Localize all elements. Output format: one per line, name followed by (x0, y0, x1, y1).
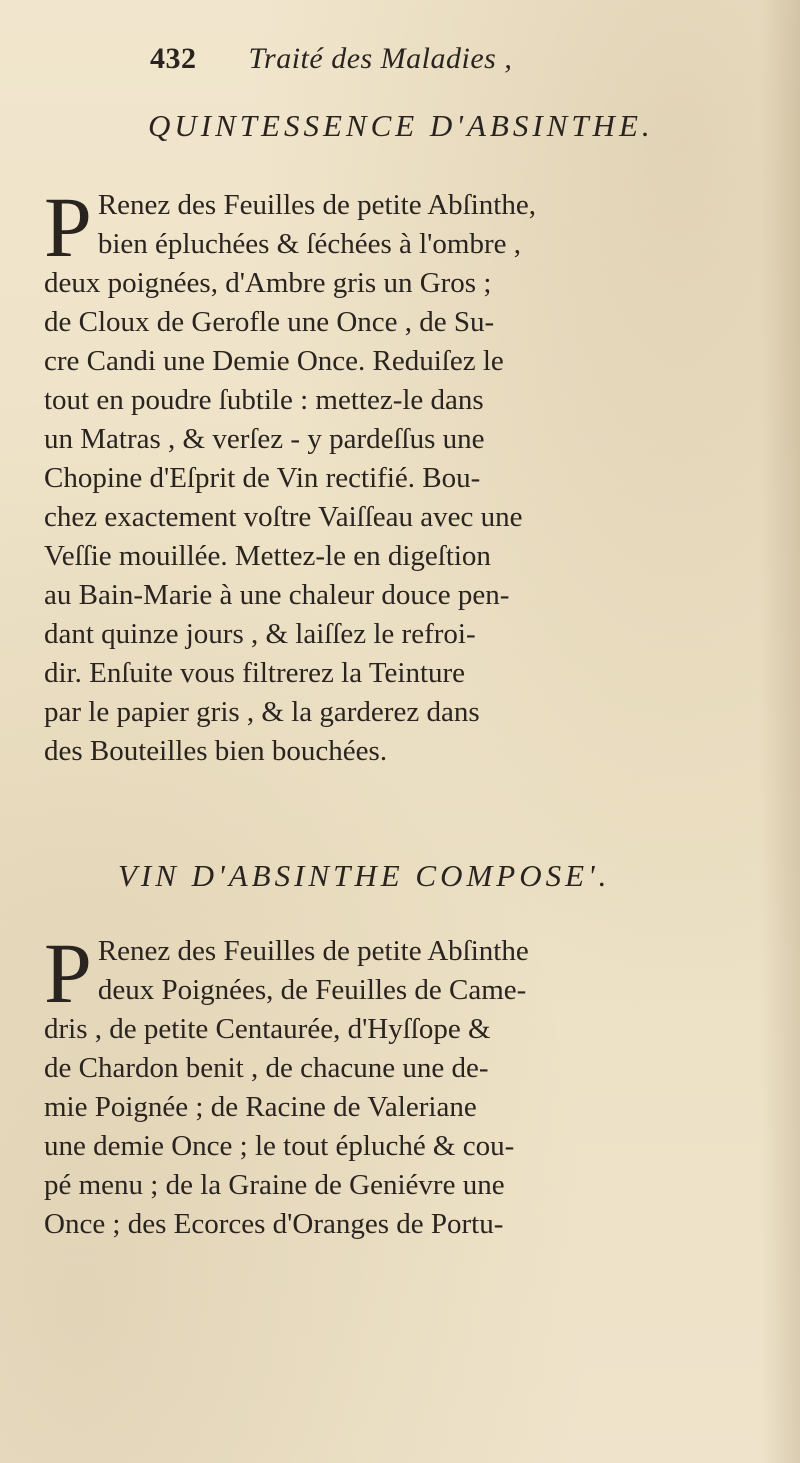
text-line: chez exactement voſtre Vaiſſeau avec une (44, 501, 523, 533)
section-body-vin (44, 925, 764, 1244)
text-line: bien épluchées & ſéchées à l'ombre , (97, 228, 521, 260)
section-heading-vin: VIN D'ABSINTHE COMPOSE'. (118, 858, 611, 893)
page-edge-shadow (760, 0, 800, 1463)
text-line: un Matras , & verſez - y pardeſſus une (44, 423, 485, 455)
text-line: cre Candi une Demie Once. Reduiſez le (44, 345, 504, 377)
text-line: dris , de petite Centaurée, d'Hyſſope & (44, 1013, 491, 1045)
text-line: mie Poignée ; de Racine de Valeriane (44, 1091, 477, 1123)
text-line: Veſſie mouillée. Mettez-le en digeſtion (44, 540, 491, 572)
text-line: dant quinze jours , & laiſſez le refroi- (44, 618, 476, 650)
section-body-quintessence (44, 179, 764, 771)
text-line: des Bouteilles bien bouchées. (44, 735, 388, 767)
text-line: Once ; des Ecorces d'Oranges de Portu- (44, 1208, 504, 1240)
text-line: par le papier gris , & la garderez dans (44, 696, 480, 728)
text-line: Renez des Feuilles de petite Abſinthe (97, 935, 529, 967)
drop-cap: P (44, 179, 92, 275)
running-head (150, 42, 710, 76)
text-line: une demie Once ; le tout épluché & cou- (44, 1130, 515, 1162)
text-line: dir. Enſuite vous filtrerez la Teinture (44, 657, 466, 689)
text-line: pé menu ; de la Graine de Geniévre une (44, 1169, 505, 1201)
text-line: deux Poignées, de Feuilles de Came- (97, 974, 527, 1006)
text-line: de Chardon benit , de chacune une de- (44, 1052, 489, 1084)
page-number: 432 (150, 42, 197, 75)
running-title: Traité des Maladies , (248, 42, 513, 75)
drop-cap: P (44, 925, 92, 1021)
section-heading-quintessence: QUINTESSENCE D'ABSINTHE. (148, 108, 654, 143)
text-line: Renez des Feuilles de petite Abſinthe, (97, 189, 536, 221)
text-line: Chopine d'Eſprit de Vin rectifié. Bou- (44, 462, 481, 494)
text-line: de Cloux de Gerofle une Once , de Su- (44, 306, 495, 338)
text-line: tout en poudre ſubtile : mettez-le dans (44, 384, 484, 416)
text-line: au Bain-Marie à une chaleur douce pen- (44, 579, 510, 611)
text-line: deux poignées, d'Ambre gris un Gros ; (44, 267, 492, 299)
